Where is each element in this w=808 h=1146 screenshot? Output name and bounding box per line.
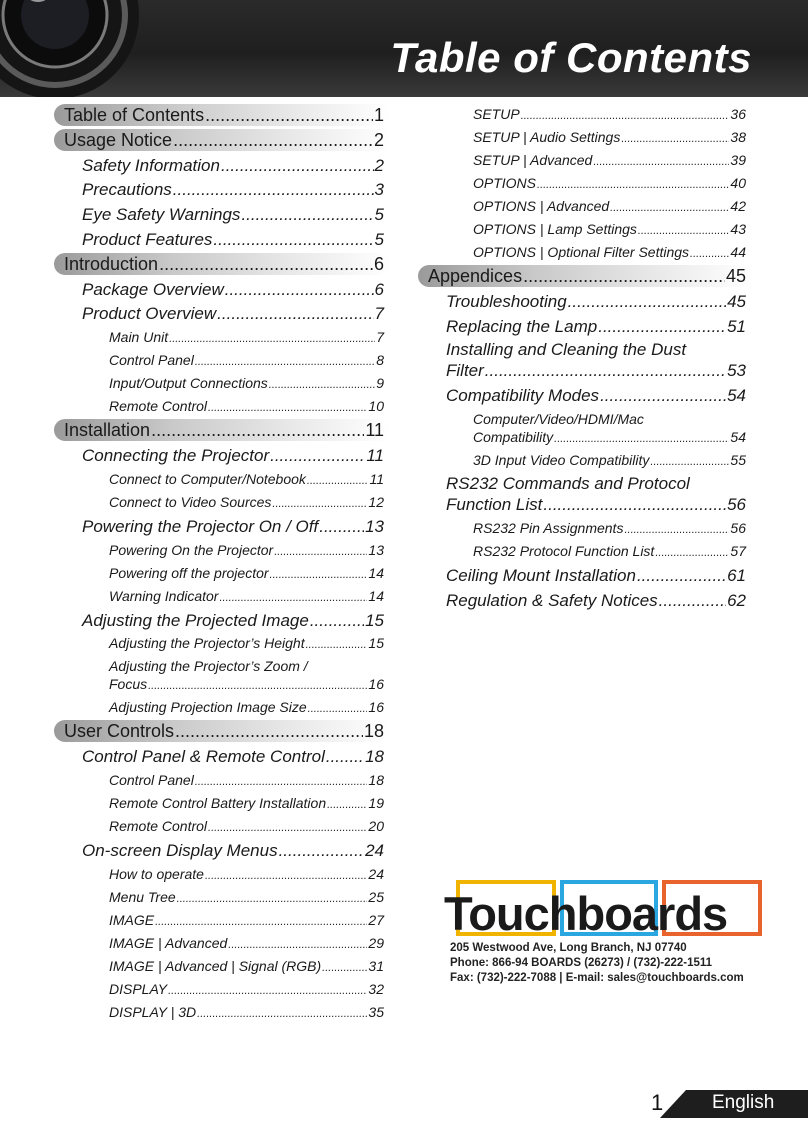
toc-page-number: 39: [730, 152, 746, 168]
toc-entry-title: How to operate: [109, 865, 204, 882]
dot-leader: [326, 747, 364, 767]
toc-page-number: 56: [730, 519, 746, 536]
toc-entry-title: Connect to Video Sources: [109, 493, 272, 510]
toc-entry-level1[interactable]: [64, 129, 384, 151]
toc-entry-title: Main Unit: [109, 329, 169, 346]
toc-page-number: 45: [725, 266, 746, 286]
dot-leader: [213, 230, 373, 250]
toc-page-number: 29: [368, 934, 384, 951]
toc-entry-title: Ceiling Mount Installation: [446, 565, 636, 585]
toc-entry-title: Regulation & Safety Notices: [446, 590, 658, 610]
dot-leader: [598, 317, 726, 337]
dot-leader: [568, 292, 726, 312]
toc-entry-line1: Computer/Video/HDMI/Mac: [473, 411, 644, 427]
footer-language: English: [712, 1092, 775, 1113]
toc-entry-title: Installation: [64, 420, 151, 441]
toc-entry-title: Powering the Projector On / Off: [82, 516, 319, 536]
dot-leader: [195, 776, 368, 788]
logo-address: 205 Westwood Ave, Long Branch, NJ 07740: [450, 942, 687, 954]
toc-entry-title: OPTIONS: [473, 175, 537, 191]
dot-leader: [173, 180, 374, 200]
dot-leader: [279, 841, 365, 861]
toc-entry-level3[interactable]: [109, 492, 384, 510]
toc-entry-level2[interactable]: [82, 154, 384, 176]
toc-entry-level1[interactable]: [64, 419, 384, 441]
toc-page-number: 20: [368, 818, 384, 834]
toc-entry-level3[interactable]: [109, 1002, 384, 1020]
toc-entry-title: Connecting the Projector: [82, 446, 270, 465]
toc-page-number: 61: [727, 565, 746, 585]
toc-page-number: 31: [368, 957, 384, 974]
toc-entry-title: Menu Tree: [109, 888, 176, 905]
dot-leader: [307, 475, 369, 487]
toc-entry-level3[interactable]: [109, 563, 384, 581]
dot-leader: [638, 225, 730, 237]
toc-entry-title: Troubleshooting: [446, 291, 567, 311]
dot-leader: [621, 133, 729, 145]
toc-page-number: 6: [373, 253, 384, 274]
toc-page-number: 62: [727, 590, 746, 610]
toc-entry-title: Remote Control Battery Installation: [109, 795, 327, 811]
dot-leader: [151, 420, 364, 441]
toc-entry-title: DISPLAY: [109, 980, 168, 997]
dot-leader: [175, 721, 363, 742]
toc-entry-level3[interactable]: [473, 196, 746, 214]
toc-entry-title: Adjusting Projection Image Size: [109, 699, 307, 716]
dot-leader: [537, 179, 729, 191]
projector-lens-icon: [0, 0, 140, 97]
toc-entry-level3[interactable]: [109, 469, 384, 487]
toc-entry-level2[interactable]: [82, 178, 384, 200]
toc-page-number: 7: [376, 329, 384, 346]
toc-entry-title: Powering off the projector: [109, 564, 269, 581]
toc-entry-level2[interactable]: [82, 745, 384, 767]
toc-entry-level3[interactable]: [109, 793, 384, 811]
dot-leader: [543, 495, 726, 515]
page-header: [0, 0, 808, 97]
dot-leader: [197, 1008, 367, 1020]
toc-entry-title: RS232 Protocol Function List: [473, 542, 655, 559]
dot-leader: [655, 547, 729, 559]
toc-entry-title: Compatibility: [473, 429, 554, 445]
toc-entry-level3[interactable]: [473, 150, 746, 168]
logo-phone: Phone: 866-94 BOARDS (26273) / (732)-222-1511: [450, 957, 713, 969]
toc-page-number: 13: [368, 541, 384, 558]
toc-entry-title: 3D Input Video Compatibility: [473, 452, 650, 468]
dot-leader: [274, 546, 367, 558]
toc-page-number: 11: [369, 470, 384, 487]
dot-leader: [269, 379, 375, 391]
toc-entry-title: IMAGE | Advanced | Signal (RGB): [109, 957, 322, 974]
toc-entry-level3[interactable]: [109, 910, 384, 928]
toc-page-number: 5: [374, 205, 384, 225]
toc-entry-title: Function List: [446, 495, 543, 514]
toc-entry-line1: RS232 Commands and Protocol: [446, 474, 690, 493]
toc-page-number: 9: [376, 375, 384, 392]
page-title: Table of Contents: [390, 34, 752, 81]
toc-entry-title: Input/Output Connections: [109, 375, 268, 392]
touchboards-logo: [444, 880, 766, 992]
toc-page-number: 13: [365, 516, 384, 536]
toc-page-number: 25: [368, 888, 384, 905]
toc-entry-level3[interactable]: [109, 956, 384, 974]
toc-page-number: 16: [368, 676, 384, 693]
toc-entry-title: Table of Contents: [64, 105, 205, 125]
toc-entry-title: Control Panel: [109, 352, 194, 369]
toc-entry-level3[interactable]: [473, 427, 746, 445]
toc-page-number: 15: [368, 635, 384, 652]
toc-entry-title: Adjusting the Projected Image: [82, 610, 309, 630]
dot-leader: [610, 202, 729, 214]
toc-entry-title: Appendices: [428, 266, 523, 286]
toc-entry-title: Connect to Computer/Notebook: [109, 470, 306, 487]
dot-leader: [322, 962, 367, 974]
toc-entry-title: DISPLAY | 3D: [109, 1003, 197, 1020]
toc-entry-level3[interactable]: [109, 887, 384, 905]
toc-entry-title: Adjusting the Projector’s Height: [109, 635, 305, 652]
toc-entry-title: Introduction: [64, 253, 159, 274]
toc-entry-title: OPTIONS | Advanced: [473, 198, 610, 214]
toc-entry-level3[interactable]: [109, 396, 384, 414]
toc-entry-title: SETUP | Advanced: [473, 152, 593, 168]
toc-entry-title: On-screen Display Menus: [82, 841, 278, 860]
toc-entry-level2[interactable]: [446, 290, 746, 312]
dot-leader: [159, 254, 373, 275]
toc-page-number: 6: [374, 279, 384, 299]
dot-leader: [219, 592, 367, 604]
toc-page-number: 1: [373, 105, 384, 125]
toc-entry-level2[interactable]: [82, 515, 384, 537]
dot-leader: [241, 205, 373, 225]
dot-leader: [650, 456, 729, 468]
toc-entry-level2[interactable]: [446, 384, 746, 406]
toc-entry-level3[interactable]: [473, 518, 746, 536]
dot-leader: [168, 985, 367, 997]
dot-leader: [319, 517, 364, 537]
toc-page-number: 24: [368, 865, 384, 882]
dot-leader: [228, 939, 367, 951]
toc-entry-level3[interactable]: [473, 127, 746, 145]
dot-leader: [195, 356, 375, 368]
toc-entry-title: Filter: [446, 361, 484, 381]
dot-leader: [485, 361, 726, 381]
toc-page-number: 8: [376, 352, 384, 369]
toc-entry-level1[interactable]: [64, 253, 384, 275]
toc-entry-level3[interactable]: [473, 219, 746, 237]
toc-entry-title: User Controls: [64, 721, 175, 742]
toc-page-number: 54: [730, 429, 746, 445]
toc-entry-level2[interactable]: [446, 493, 746, 515]
toc-page-number: 51: [727, 316, 746, 336]
toc-entry-level1[interactable]: [428, 265, 746, 287]
toc-page-number: 12: [368, 493, 384, 510]
toc-entry-title: Compatibility Modes: [446, 386, 600, 406]
toc-entry-title: Powering On the Projector: [109, 541, 274, 558]
toc-entry-level3[interactable]: [109, 816, 384, 834]
toc-page-number: 2: [374, 155, 384, 175]
toc-entry-title: Safety Information: [82, 155, 220, 175]
toc-entry-level2[interactable]: [82, 609, 384, 631]
toc-entry-title: Control Panel & Remote Control: [82, 747, 325, 767]
toc-entry-level3[interactable]: [109, 327, 384, 345]
toc-page-number: 54: [727, 386, 746, 406]
toc-entry-level3[interactable]: [473, 450, 746, 468]
dot-leader: [327, 799, 367, 811]
toc-page-number: 11: [365, 420, 384, 441]
toc-entry-level3[interactable]: [109, 770, 384, 788]
dot-leader: [169, 333, 375, 345]
toc-entry-level3[interactable]: [109, 674, 384, 692]
toc-entry-level2[interactable]: [82, 444, 384, 466]
toc-page-number: 43: [730, 221, 746, 237]
logo-wordmark: Touchboards: [444, 887, 728, 940]
toc-entry-level3[interactable]: [109, 633, 384, 651]
dot-leader: [270, 446, 365, 466]
logo-fax: Fax: (732)-222-7088 | E-mail: sales@touchboards.com: [450, 972, 744, 984]
toc-entry-level3[interactable]: [109, 979, 384, 997]
dot-leader: [155, 916, 367, 928]
dot-leader: [600, 386, 726, 406]
dot-leader: [554, 433, 729, 445]
dot-leader: [637, 566, 726, 586]
dot-leader: [308, 703, 368, 715]
dot-leader: [523, 266, 725, 287]
toc-entry-line1: Adjusting the Projector’s Zoom /: [109, 658, 308, 675]
toc-page-number: 3: [374, 180, 384, 200]
toc-entry-title: RS232 Pin Assignments: [473, 519, 624, 536]
toc-page-number: 36: [730, 106, 746, 122]
toc-entry-title: OPTIONS | Optional Filter Settings: [473, 244, 690, 260]
toc-page-number: 10: [368, 398, 384, 415]
toc-entry-title: SETUP: [473, 106, 520, 122]
toc-page-number: 56: [727, 495, 746, 514]
toc-entry-title: Warning Indicator: [109, 587, 219, 604]
toc-entry-title: SETUP | Audio Settings: [473, 129, 621, 145]
dot-leader: [270, 569, 368, 581]
toc-entry-title: Focus: [109, 676, 148, 693]
dot-leader: [148, 680, 367, 692]
toc-page-number: 11: [366, 446, 384, 465]
toc-entry-title: OPTIONS | Lamp Settings: [473, 221, 637, 237]
toc-page-number: 38: [730, 129, 746, 145]
toc-page-number: 45: [727, 291, 746, 311]
dot-leader: [225, 280, 374, 300]
toc-entry-level3[interactable]: [109, 697, 384, 715]
dot-leader: [659, 591, 726, 611]
toc-entry-level1[interactable]: [64, 104, 384, 126]
toc-entry-level2[interactable]: [82, 203, 384, 225]
toc-page-number: 16: [368, 699, 384, 716]
toc-entry-title: Usage Notice: [64, 129, 173, 150]
toc-entry-level3[interactable]: [109, 540, 384, 558]
toc-entry-level2[interactable]: [82, 278, 384, 300]
dot-leader: [177, 893, 368, 905]
toc-entry-title: Remote Control: [109, 398, 208, 415]
dot-leader: [208, 402, 367, 414]
toc-page-number: 18: [368, 772, 384, 788]
page-number: 1: [651, 1090, 664, 1115]
toc-entry-level2[interactable]: [446, 315, 746, 337]
toc-entry-title: Replacing the Lamp: [446, 316, 598, 336]
dot-leader: [173, 130, 373, 151]
dot-leader: [208, 822, 367, 834]
toc-entry-level2[interactable]: [446, 359, 746, 381]
toc-entry-level2[interactable]: [82, 839, 384, 861]
toc-page-number: 24: [365, 841, 384, 860]
dot-leader: [205, 105, 373, 126]
toc-page-number: 32: [368, 980, 384, 997]
toc-page-number: 15: [365, 610, 384, 630]
toc-entry-title: IMAGE | Advanced: [109, 934, 228, 951]
dot-leader: [272, 498, 367, 510]
toc-page-number: 18: [365, 747, 384, 767]
toc-entry-level3[interactable]: [473, 242, 746, 260]
dot-leader: [306, 639, 368, 651]
dot-leader: [217, 304, 373, 324]
toc-page-number: 14: [368, 587, 384, 604]
dot-leader: [690, 248, 729, 260]
toc-entry-title: Product Overview: [82, 304, 217, 324]
toc-page-number: 57: [730, 542, 746, 559]
toc-page-number: 14: [368, 564, 384, 581]
toc-page-number: 35: [368, 1003, 384, 1020]
toc-entry-title: Control Panel: [109, 772, 194, 788]
toc-entry-title: Eye Safety Warnings: [82, 205, 241, 225]
toc-entry-level3[interactable]: [473, 173, 746, 191]
toc-entry-line1: Installing and Cleaning the Dust: [446, 340, 687, 360]
toc-entry-title: Product Features: [82, 230, 213, 249]
toc-entry-level3[interactable]: [109, 373, 384, 391]
toc-entry-title: IMAGE: [109, 911, 155, 928]
toc-entry-level3[interactable]: [109, 586, 384, 604]
toc-page-number: 40: [730, 175, 746, 191]
dot-leader: [624, 524, 729, 536]
toc-entry-level2[interactable]: [446, 589, 746, 611]
toc-page-number: 44: [730, 244, 746, 260]
toc-entry-title: Package Overview: [82, 279, 224, 299]
toc-entry-level3[interactable]: [109, 933, 384, 951]
toc-page-number: 42: [730, 198, 746, 214]
toc-entry-title: Precautions: [82, 180, 172, 200]
toc-entry-level2[interactable]: [82, 228, 384, 250]
toc-entry-level1[interactable]: [64, 720, 384, 742]
toc-entry-title: Remote Control: [109, 818, 208, 834]
toc-page-number: 18: [363, 721, 384, 742]
toc-page-number: 19: [368, 795, 384, 811]
toc-page-number: 53: [727, 361, 746, 381]
dot-leader: [593, 156, 729, 168]
toc-entry-level2[interactable]: [446, 564, 746, 586]
dot-leader: [310, 611, 364, 631]
toc-page-number: 27: [368, 911, 384, 928]
dot-leader: [221, 156, 374, 176]
toc-page-number: 7: [374, 304, 384, 324]
toc-entry-level3[interactable]: [109, 864, 384, 882]
toc-entry-level3[interactable]: [473, 104, 746, 122]
toc-page-number: 2: [373, 129, 384, 150]
toc-page-number: 55: [730, 452, 746, 468]
dot-leader: [521, 110, 730, 122]
dot-leader: [205, 870, 367, 882]
toc-page-number: 5: [374, 230, 384, 249]
toc-entry-level2[interactable]: [82, 302, 384, 324]
toc-entry-level3[interactable]: [109, 350, 384, 368]
toc-entry-level3[interactable]: [473, 541, 746, 559]
